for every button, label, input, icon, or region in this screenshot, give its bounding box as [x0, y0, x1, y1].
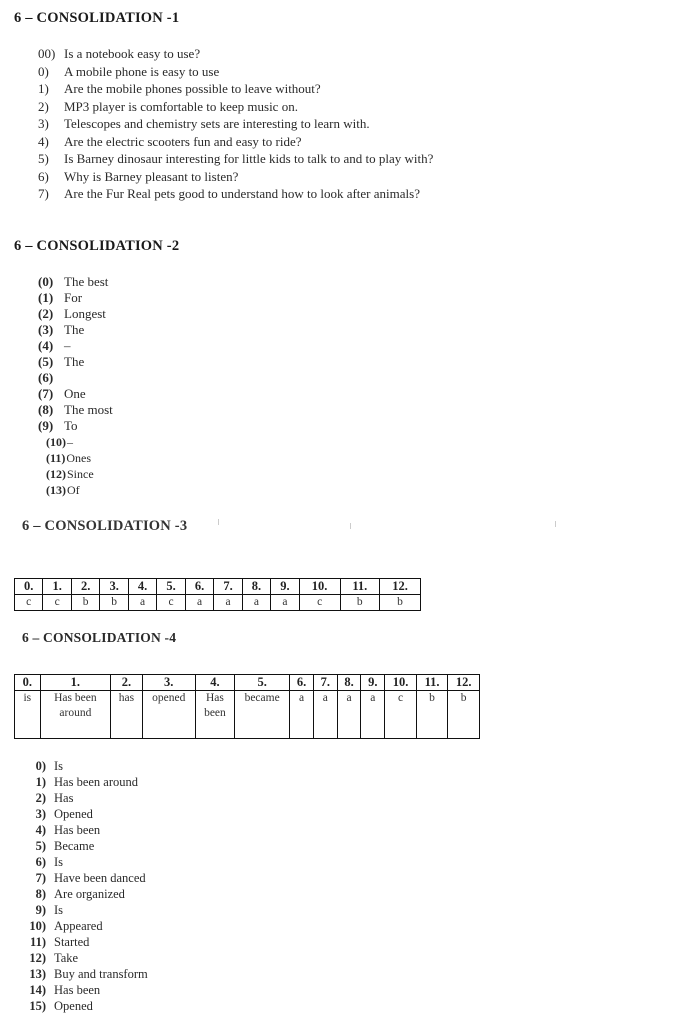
item-number: (5) [38, 354, 54, 369]
list-item [38, 80, 433, 98]
list-item [20, 982, 148, 998]
item-number: 6) [38, 168, 49, 184]
table-header: 2. [111, 675, 143, 691]
item-number: (13) [46, 483, 66, 497]
item-number: (9) [38, 418, 54, 433]
list-item [38, 168, 433, 186]
table-cell: a [242, 595, 270, 611]
list-item [46, 450, 121, 466]
item-number: 9) [35, 903, 46, 917]
item-number: 3) [35, 807, 46, 821]
list-item [38, 185, 433, 203]
table-header: 8. [337, 675, 361, 691]
section-3-title: 6 – CONSOLIDATION -3 [22, 518, 188, 534]
item-text: Opened [54, 999, 93, 1013]
list-item [20, 902, 148, 918]
item-text: One [64, 386, 86, 401]
list-item [38, 354, 113, 370]
table-cell: b [448, 691, 480, 739]
item-text: Take [54, 951, 79, 965]
table-header: 3. [142, 675, 195, 691]
item-text: MP3 player is comfortable to keep music on. [64, 98, 298, 114]
table-cell: b [71, 595, 99, 611]
item-text: Are organized [54, 887, 125, 901]
table-header: 5. [235, 675, 290, 691]
list-item [38, 370, 113, 386]
item-number: (12) [46, 467, 66, 481]
list-item [46, 434, 121, 450]
table-header: 3. [100, 579, 128, 595]
list-item [38, 133, 433, 151]
item-text: Have been danced [54, 871, 146, 885]
table-cell: c [43, 595, 71, 611]
item-text: Are the Fur Real pets good to understand how to look after animals? [64, 186, 420, 201]
item-number: 13) [29, 967, 46, 981]
item-number: 1) [35, 775, 46, 789]
item-number: 1) [38, 81, 49, 96]
list-item [20, 886, 148, 902]
list-item [20, 822, 148, 838]
list-item [20, 774, 148, 790]
item-number: 7) [35, 871, 46, 885]
item-text: The [64, 354, 85, 369]
item-text: Appeared [54, 919, 103, 933]
item-number: 7) [38, 186, 49, 201]
item-text: Are the mobile phones possible to leave without? [64, 81, 321, 96]
list-item [20, 806, 148, 822]
list-item [38, 402, 113, 418]
table-header: 5. [157, 579, 185, 595]
list-item [20, 918, 148, 934]
table-header: 11. [416, 675, 448, 691]
list-item [38, 338, 113, 354]
item-number: 5) [38, 151, 49, 166]
item-text: Is [54, 759, 64, 773]
item-text: Buy and transform [54, 967, 148, 981]
table-cell: a [337, 691, 361, 739]
table-header: 0. [15, 579, 43, 595]
table-cell: Has been around [40, 691, 111, 739]
table-cell: b [416, 691, 448, 739]
item-number: 2) [35, 791, 46, 805]
item-number: (8) [38, 402, 54, 417]
item-text: A mobile phone is easy to use [64, 63, 220, 79]
table-cell: became [235, 691, 290, 739]
item-text: Has been [54, 983, 101, 997]
section-1-title: 6 – CONSOLIDATION -1 [14, 10, 180, 26]
table-cell: opened [142, 691, 195, 739]
list-item [38, 322, 113, 338]
table-header: 6. [290, 675, 314, 691]
item-number: 3) [38, 116, 49, 131]
list-item [38, 386, 113, 402]
item-number: (11) [46, 451, 66, 465]
item-number: 5) [35, 839, 46, 853]
item-text: Is [54, 903, 64, 917]
list-item [38, 306, 113, 322]
table-header: 7. [214, 579, 242, 595]
section-4-title: 6 – CONSOLIDATION -4 [22, 630, 177, 645]
list-item [20, 998, 148, 1014]
table-header: 7. [313, 675, 337, 691]
table-cell: c [299, 595, 340, 611]
item-text: Is a notebook easy to use? [64, 46, 201, 61]
item-number: 00) [38, 46, 56, 61]
table-cell: c [15, 595, 43, 611]
list-item [38, 150, 433, 168]
table-cell: b [340, 595, 379, 611]
table-header: 4. [195, 675, 234, 691]
item-text: Has been around [54, 775, 138, 789]
table-header: 9. [271, 579, 299, 595]
item-text: Ones [66, 451, 92, 465]
scan-mark [350, 523, 351, 529]
table-header: 4. [128, 579, 156, 595]
item-number: (4) [38, 338, 54, 353]
item-text: Is Barney dinosaur interesting for little kids to talk to and to play with? [64, 151, 434, 166]
table-header-row [15, 579, 421, 595]
item-number: (7) [38, 386, 54, 401]
item-number: 8) [35, 887, 46, 901]
table-header: 1. [43, 579, 71, 595]
list-item [46, 466, 121, 482]
item-number: 0) [35, 759, 46, 773]
item-text: Has [54, 791, 74, 805]
answer-table-3 [14, 578, 421, 611]
item-number: (1) [38, 290, 54, 305]
list-item [38, 98, 433, 116]
list-item [20, 950, 148, 966]
table-row [15, 595, 421, 611]
list-item [38, 63, 433, 81]
item-text: Are the electric scooters fun and easy to ride? [64, 133, 302, 149]
list-item [38, 115, 433, 133]
item-text: – [67, 435, 73, 449]
list-item [20, 854, 148, 870]
item-text: Telescopes and chemistry sets are interesting to learn with. [64, 116, 370, 131]
list-item [20, 966, 148, 982]
table-header: 1. [40, 675, 111, 691]
item-number: 14) [29, 983, 46, 997]
list-item [38, 418, 113, 434]
item-number: (0) [38, 274, 54, 289]
item-text: Became [54, 839, 95, 853]
answer-table-4 [14, 674, 480, 739]
table-header: 11. [340, 579, 379, 595]
table-header: 12. [448, 675, 480, 691]
scan-mark [555, 521, 556, 527]
item-text: For [64, 290, 83, 305]
list-item [20, 758, 148, 774]
item-number: 2) [38, 98, 49, 114]
table-header: 10. [299, 579, 340, 595]
table-header: 6. [185, 579, 213, 595]
item-text: The most [64, 402, 113, 417]
item-number: 12) [29, 951, 46, 965]
item-text: Has been [54, 823, 101, 837]
table-cell: is [15, 691, 41, 739]
table-cell: has [111, 691, 143, 739]
table-cell: a [290, 691, 314, 739]
table-header: 8. [242, 579, 270, 595]
section-2-title: 6 – CONSOLIDATION -2 [14, 238, 180, 254]
table-row [15, 691, 480, 739]
item-number: 15) [29, 999, 46, 1013]
item-text: Of [67, 483, 80, 497]
item-text: Opened [54, 807, 93, 821]
item-text: Why is Barney pleasant to listen? [64, 168, 239, 184]
table-header: 0. [15, 675, 41, 691]
item-number: 6) [35, 855, 46, 869]
table-header: 12. [380, 579, 421, 595]
section-2-list [38, 274, 113, 498]
list-item [38, 274, 113, 290]
table-cell: a [271, 595, 299, 611]
item-number: 10) [29, 919, 46, 933]
item-number: (6) [38, 370, 54, 385]
table-header-row [15, 675, 480, 691]
table-header: 10. [385, 675, 417, 691]
item-text: Started [54, 935, 90, 949]
list-item [46, 482, 121, 498]
list-item [38, 290, 113, 306]
item-text: The [64, 322, 85, 337]
item-number: 4) [35, 823, 46, 837]
table-cell: b [380, 595, 421, 611]
item-number: 11) [30, 935, 46, 949]
item-text: Is [54, 855, 64, 869]
item-text: – [64, 338, 71, 353]
list-item [38, 45, 433, 63]
table-cell: a [128, 595, 156, 611]
item-text: Longest [64, 306, 106, 321]
table-cell: Has been [195, 691, 234, 739]
list-item [20, 838, 148, 854]
scan-mark [218, 519, 219, 525]
list-item [20, 934, 148, 950]
table-header: 9. [361, 675, 385, 691]
table-cell: a [214, 595, 242, 611]
table-cell: c [385, 691, 417, 739]
list-item [20, 790, 148, 806]
section-1-list [38, 45, 433, 203]
item-text: The best [64, 274, 109, 289]
item-text: To [64, 418, 78, 433]
table-cell: a [185, 595, 213, 611]
list-item [20, 870, 148, 886]
item-number: (3) [38, 322, 54, 337]
section-4-list [20, 758, 148, 1014]
item-text: Since [67, 467, 94, 481]
item-number: (10) [46, 435, 66, 449]
table-cell: c [157, 595, 185, 611]
item-number: 4) [38, 133, 49, 149]
table-cell: a [313, 691, 337, 739]
table-cell: b [100, 595, 128, 611]
item-number: (2) [38, 306, 54, 321]
table-header: 2. [71, 579, 99, 595]
table-cell: a [361, 691, 385, 739]
item-number: 0) [38, 63, 49, 79]
